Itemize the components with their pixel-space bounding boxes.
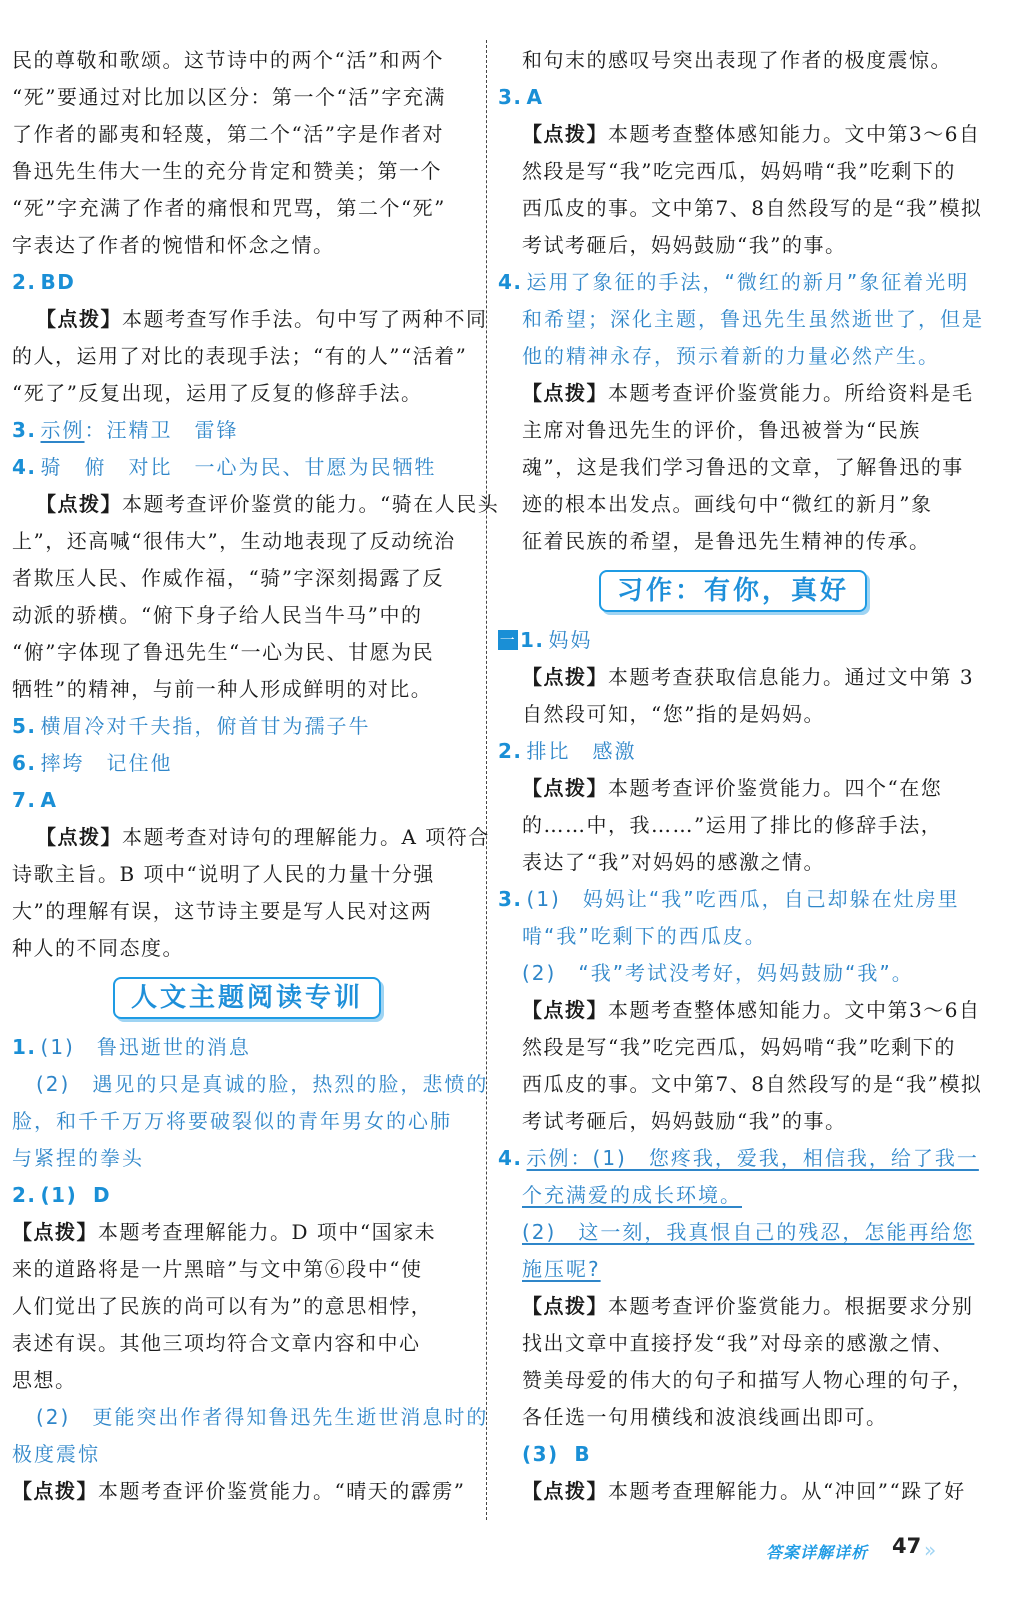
- answer-text: 运用了象征的手法，“微红的新月”象征着光明: [526, 270, 970, 294]
- answer-line: [498, 1177, 968, 1214]
- column-divider: [486, 40, 487, 1520]
- explanation-line: [498, 992, 981, 1029]
- answer-text: D: [92, 1183, 112, 1207]
- answer-line: [498, 1140, 979, 1177]
- text-line: 字表达了作者的惋惜和怀念之情。: [12, 233, 335, 257]
- text-line: 种人的不同态度。: [12, 936, 184, 960]
- hint-tag: 【点拨】: [36, 492, 122, 516]
- question-number: 2.: [12, 270, 37, 294]
- text-line: 自然段可知，“您”指的是妈妈。: [522, 702, 825, 726]
- text-span: 本题考查理解能力。从“冲回”“跺了好: [608, 1479, 966, 1503]
- answer-text: A: [40, 788, 58, 812]
- left-column: [12, 42, 500, 1510]
- text-span: 本题考查写作手法。句中写了两种不同: [122, 307, 488, 331]
- answer-line: [12, 1177, 482, 1214]
- text-line: 主席对鲁迅先生的评价，鲁迅被誉为“民族: [522, 418, 921, 442]
- text-line: 和句末的感叹号突出表现了作者的极度震惊。: [522, 48, 952, 72]
- text-line: 迹的根本出发点。画线句中“微红的新月”象: [522, 492, 933, 516]
- text-line: 赞美母爱的伟大的句子和描写人物心理的句子，: [522, 1368, 974, 1392]
- section-title: 人文主题阅读专训: [113, 977, 381, 1019]
- text-line: 上”，还高喊“很伟大”，生动地表现了反动统治: [12, 529, 456, 553]
- explanation-line: [498, 770, 968, 807]
- answer-line: [12, 264, 482, 301]
- text-line: 魂”，这是我们学习鲁迅的文章，了解鲁迅的事: [522, 455, 964, 479]
- text-line: “俯”字体现了鲁迅先生“一心为民、甘愿为民: [12, 640, 435, 664]
- hint-tag: 【点拨】: [522, 1294, 608, 1318]
- text-line: 诗歌主旨。B 项中“说明了人民的力量十分强: [12, 862, 435, 886]
- answer-text: (2) 这一刻，我真恨自己的残忍，怎能再给您: [522, 1220, 975, 1244]
- text-line: 来的道路将是一片黑暗”与文中第⑥段中“使: [12, 1257, 423, 1281]
- answer-text: 啃“我”吃剩下的西瓜皮。: [522, 924, 767, 948]
- text-line: “死”字充满了作者的痛恨和咒骂，第二个“死”: [12, 196, 446, 220]
- text-line: 牺牲”的精神，与前一种人形成鲜明的对比。: [12, 677, 433, 701]
- explanation-line: [498, 116, 981, 153]
- text-span: 本题考查评价鉴赏能力。根据要求分别: [608, 1294, 974, 1318]
- hint-tag: 【点拨】: [36, 825, 122, 849]
- answer-text: ：汪精卫 雷锋: [84, 418, 239, 442]
- footer-label: 答案详解详析: [766, 1543, 869, 1562]
- example-label: 示例: [526, 1146, 571, 1170]
- text-span: 本题考查评价鉴赏能力。“晴天的霹雳”: [98, 1479, 466, 1503]
- page-number: 47: [892, 1534, 922, 1558]
- right-column: [498, 42, 984, 1510]
- question-number: 2.: [498, 739, 523, 763]
- answer-line: [12, 745, 482, 782]
- answer-line: [12, 1029, 482, 1066]
- hint-tag: 【点拨】: [36, 307, 122, 331]
- text-span: 本题考查评价鉴赏能力。所给资料是毛: [608, 381, 974, 405]
- text-line: 人们觉出了民族的尚可以有为”的意思相悖，: [12, 1294, 433, 1318]
- text-line: “死”要通过对比加以区分：第一个“活”字充满: [12, 85, 446, 109]
- text-line: 者欺压人民、作威作福，“骑”字深刻揭露了反: [12, 566, 444, 590]
- text-span: 本题考查对诗句的理解能力。A 项符合: [122, 825, 490, 849]
- answer-text: 排比 感激: [526, 739, 637, 763]
- chevron-right-icon: »: [924, 1538, 937, 1562]
- question-number: 5.: [12, 714, 37, 738]
- explanation-line: [12, 301, 488, 338]
- answer-text: (2) “我”考试没考好，妈妈鼓励“我”。: [522, 961, 914, 985]
- text-line: 大”的理解有误，这节诗主要是写人民对这两: [12, 899, 433, 923]
- explanation-line: [498, 1473, 968, 1510]
- text-line: “死了”反复出现，运用了反复的修辞手法。: [12, 381, 423, 405]
- text-span: 本题考查评价鉴赏能力。四个“在您: [608, 776, 943, 800]
- explanation-line: [498, 375, 974, 412]
- text-span: 本题考查评价鉴赏的能力。“骑在人民头: [122, 492, 500, 516]
- text-line: 的人，运用了对比的表现手法；“有的人”“活着”: [12, 344, 468, 368]
- answer-line: [12, 708, 482, 745]
- question-number: 3.: [498, 887, 523, 911]
- text-line: 表述有误。其他三项均符合文章内容和中心: [12, 1331, 421, 1355]
- explanation-line: [12, 819, 490, 856]
- text-line: 然段是写“我”吃完西瓜，妈妈啃“我”吃剩下的: [522, 1035, 956, 1059]
- hint-tag: 【点拨】: [522, 998, 608, 1022]
- example-label: 示例: [40, 418, 85, 442]
- answer-line: [498, 1251, 968, 1288]
- answer-line: [498, 1436, 968, 1473]
- question-number: 6.: [12, 751, 37, 775]
- text-line: 鲁迅先生伟大一生的充分肯定和赞美；第一个: [12, 159, 442, 183]
- explanation-line: [12, 1473, 482, 1510]
- hint-tag: 【点拨】: [522, 122, 608, 146]
- answer-line: [498, 733, 968, 770]
- answer-text: (2) 遇见的只是真诚的脸，热烈的脸，悲愤的: [36, 1072, 489, 1096]
- hint-tag: 【点拨】: [12, 1479, 98, 1503]
- answer-text: 横眉冷对千夫指，俯首甘为孺子牛: [40, 714, 371, 738]
- explanation-line: [498, 1288, 974, 1325]
- answer-text: (1) 鲁迅逝世的消息: [40, 1035, 251, 1059]
- text-span: 本题考查整体感知能力。文中第3～6自: [608, 122, 981, 146]
- answer-text: 脸，和千千万万将要破裂似的青年男女的心肺: [12, 1109, 452, 1133]
- answer-text: 妈妈: [548, 628, 593, 652]
- part-label: (1): [40, 1183, 78, 1207]
- text-line: 西瓜皮的事。文中第7、8自然段写的是“我”模拟: [522, 1072, 983, 1096]
- answer-text: (1) 妈妈让“我”吃西瓜，自己却躲在灶房里: [526, 887, 960, 911]
- answer-line: [498, 1214, 975, 1251]
- explanation-line: [498, 659, 975, 696]
- answer-text: BD: [40, 270, 76, 294]
- answer-text: 与紧捏的拳头: [12, 1146, 144, 1170]
- text-line: 西瓜皮的事。文中第7、8自然段写的是“我”模拟: [522, 196, 983, 220]
- answer-line: [12, 412, 482, 449]
- hint-tag: 【点拨】: [522, 381, 608, 405]
- answer-line: [498, 881, 968, 918]
- part-label: (3): [522, 1442, 559, 1466]
- answer-text: (2) 更能突出作者得知鲁迅先生逝世消息时的: [36, 1405, 489, 1429]
- text-line: 征着民族的希望，是鲁迅先生精神的传承。: [522, 529, 931, 553]
- question-number: 1.: [520, 628, 545, 652]
- text-span: 本题考查整体感知能力。文中第3～6自: [608, 998, 981, 1022]
- text-line: 了作者的鄙夷和轻蔑，第二个“活”字是作者对: [12, 122, 444, 146]
- question-number: 4.: [498, 1146, 523, 1170]
- answer-text: 施压呢?: [522, 1257, 601, 1281]
- explanation-line: [12, 486, 500, 523]
- question-number: 7.: [12, 788, 37, 812]
- answer-text: 极度震惊: [12, 1442, 100, 1466]
- text-line: 动派的骄横。“俯下身子给人民当牛马”中的: [12, 603, 423, 627]
- text-line: 考试考砸后，妈妈鼓励“我”的事。: [522, 1109, 847, 1133]
- answer-line: [12, 449, 482, 486]
- text-span: 本题考查理解能力。D 项中“国家未: [98, 1220, 437, 1244]
- answer-line: [12, 782, 482, 819]
- answer-text: B: [574, 1442, 592, 1466]
- question-number: 4.: [498, 270, 523, 294]
- hint-tag: 【点拨】: [12, 1220, 98, 1244]
- text-line: 各任选一句用横线和波浪线画出即可。: [522, 1405, 888, 1429]
- section-header: [498, 566, 968, 618]
- answer-line: [498, 79, 968, 116]
- question-number: 1.: [12, 1035, 37, 1059]
- text-line: 的……中，我……”运用了排比的修辞手法，: [522, 813, 943, 837]
- question-number: 4.: [12, 455, 37, 479]
- question-number: 3.: [12, 418, 37, 442]
- answer-text: 摔垮 记住他: [40, 751, 173, 775]
- text-line: 思想。: [12, 1368, 77, 1392]
- text-line: 民的尊敬和歌颂。这节诗中的两个“活”和两个: [12, 48, 444, 72]
- answer-text: 骑 俯 对比 一心为民、甘愿为民牺牲: [40, 455, 437, 479]
- hint-tag: 【点拨】: [522, 776, 608, 800]
- section-title: 习作：有你，真好: [599, 570, 867, 612]
- answer-line: [498, 622, 968, 659]
- answer-text: 和希望；深化主题，鲁迅先生虽然逝世了，但是: [522, 307, 984, 331]
- hint-tag: 【点拨】: [522, 1479, 608, 1503]
- part-one-marker: 一: [499, 631, 517, 649]
- answer-text: ：(1) 您疼我，爱我，相信我，给了我一: [570, 1146, 979, 1170]
- hint-tag: 【点拨】: [522, 665, 608, 689]
- answer-text: 他的精神永存，预示着新的力量必然产生。: [522, 344, 940, 368]
- text-span: 本题考查获取信息能力。通过文中第 3: [608, 665, 975, 689]
- text-line: 考试考砸后，妈妈鼓励“我”的事。: [522, 233, 847, 257]
- section-header: [12, 973, 482, 1025]
- question-number: 2.: [12, 1183, 37, 1207]
- text-line: 找出文章中直接抒发“我”对母亲的感激之情、: [522, 1331, 954, 1355]
- text-line: 表达了“我”对妈妈的感激之情。: [522, 850, 825, 874]
- explanation-line: [12, 1214, 482, 1251]
- text-line: 然段是写“我”吃完西瓜，妈妈啃“我”吃剩下的: [522, 159, 956, 183]
- answer-line: [498, 264, 968, 301]
- answer-text: A: [526, 85, 544, 109]
- answer-text: 个充满爱的成长环境。: [522, 1183, 742, 1207]
- question-number: 3.: [498, 85, 523, 109]
